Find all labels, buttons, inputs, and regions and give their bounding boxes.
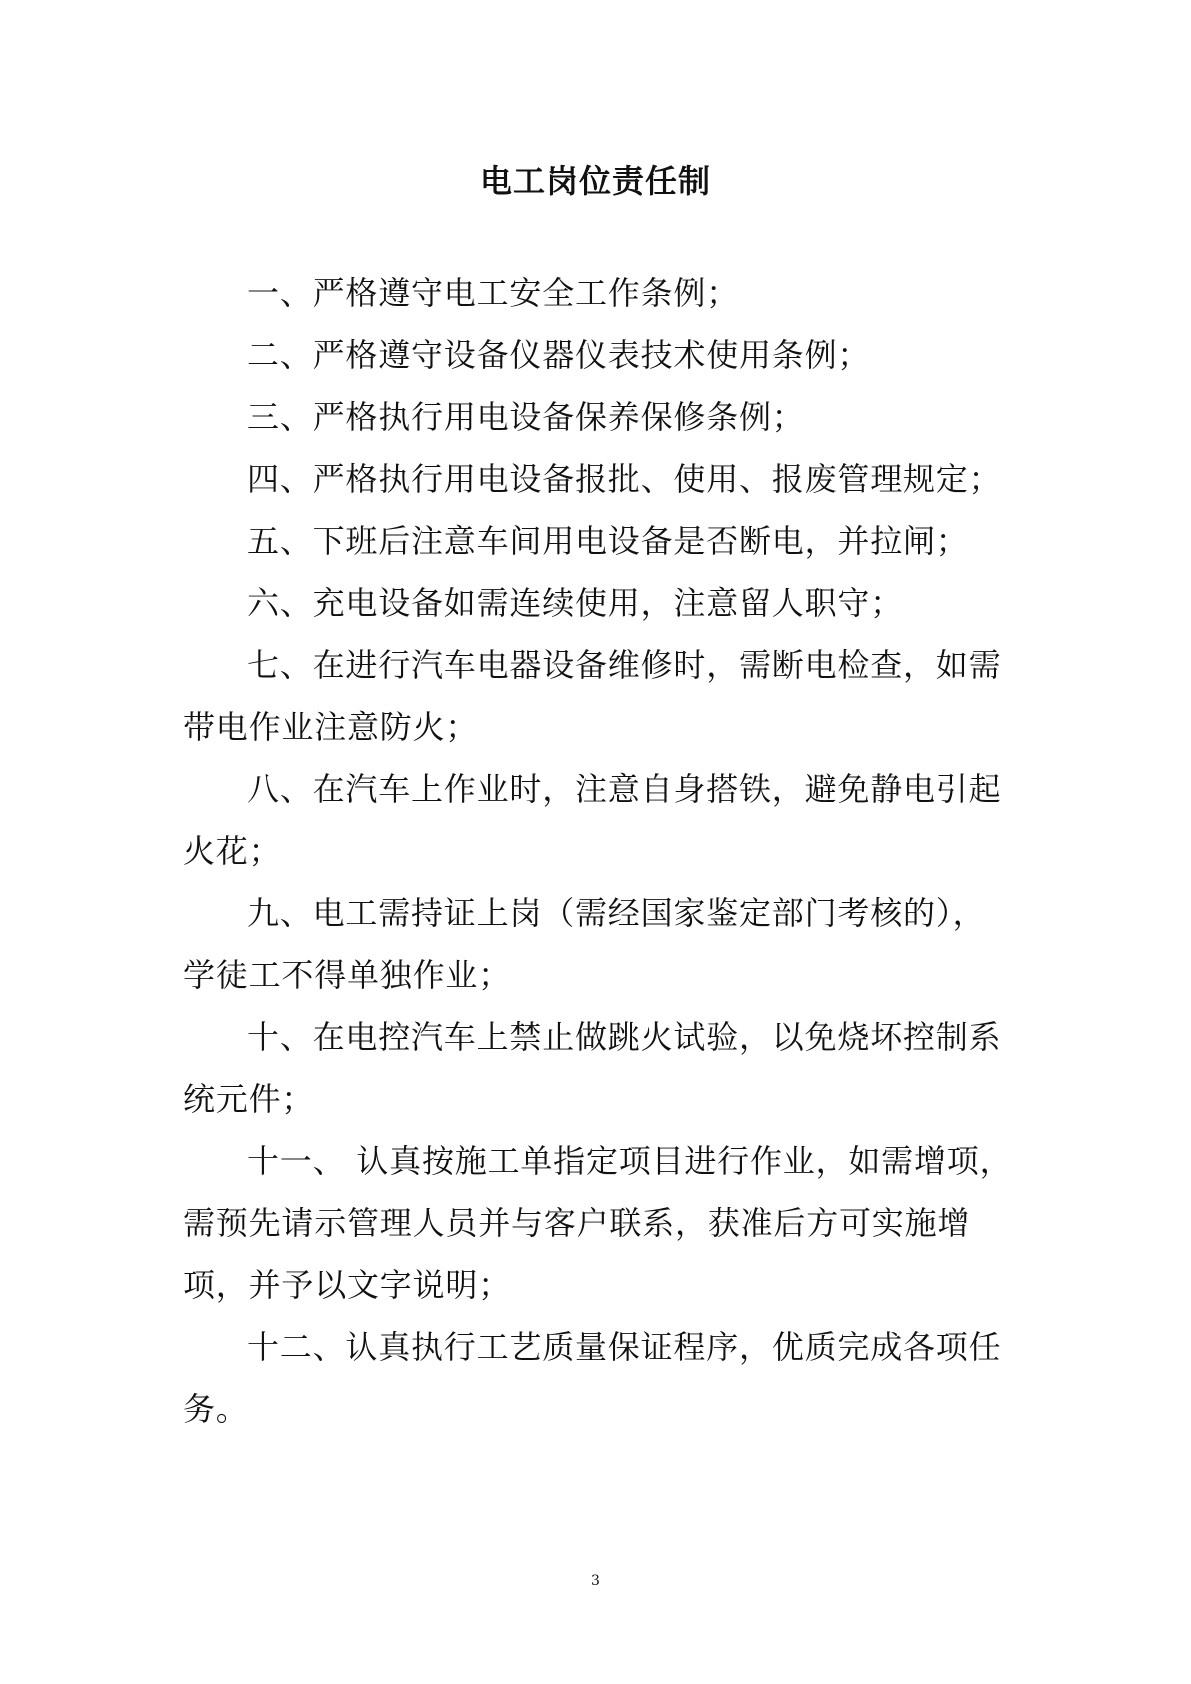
clause-item: 十一、 认真按施工单指定项目进行作业，如需增项，需预先请示管理人员并与客户联系，获准后方可实施增项，并予以文字说明； — [183, 1142, 1013, 1304]
clause-item: 五、下班后注意车间用电设备是否断电，并拉闸； — [247, 522, 969, 560]
clause-item: 九、电工需持证上岗（需经国家鉴定部门考核的），学徒工不得单独作业； — [183, 894, 986, 994]
clause-item: 十二、认真执行工艺质量保证程序，优质完成各项任务。 — [183, 1328, 1002, 1428]
clause-item: 六、充电设备如需连续使用，注意留人职守； — [247, 584, 904, 622]
page-number: 3 — [591, 1573, 600, 1589]
clause-item: 一、严格遵守电工安全工作条例； — [247, 274, 740, 312]
clause-item: 七、在进行汽车电器设备维修时，需断电检查，如需带电作业注意防火； — [183, 646, 1002, 746]
clause-item: 八、在汽车上作业时，注意自身搭铁，避免静电引起火花； — [183, 770, 1002, 870]
clause-item: 三、严格执行用电设备保养保修条例； — [247, 398, 805, 436]
clause-item: 二、严格遵守设备仪器仪表技术使用条例； — [247, 336, 871, 374]
document-title: 电工岗位责任制 — [479, 162, 711, 201]
clause-item: 四、严格执行用电设备报批、使用、报废管理规定； — [247, 460, 1002, 498]
clause-item: 十、在电控汽车上禁止做跳火试验，以免烧坏控制系统元件； — [183, 1018, 1002, 1118]
clause-list — [183, 262, 1017, 1440]
